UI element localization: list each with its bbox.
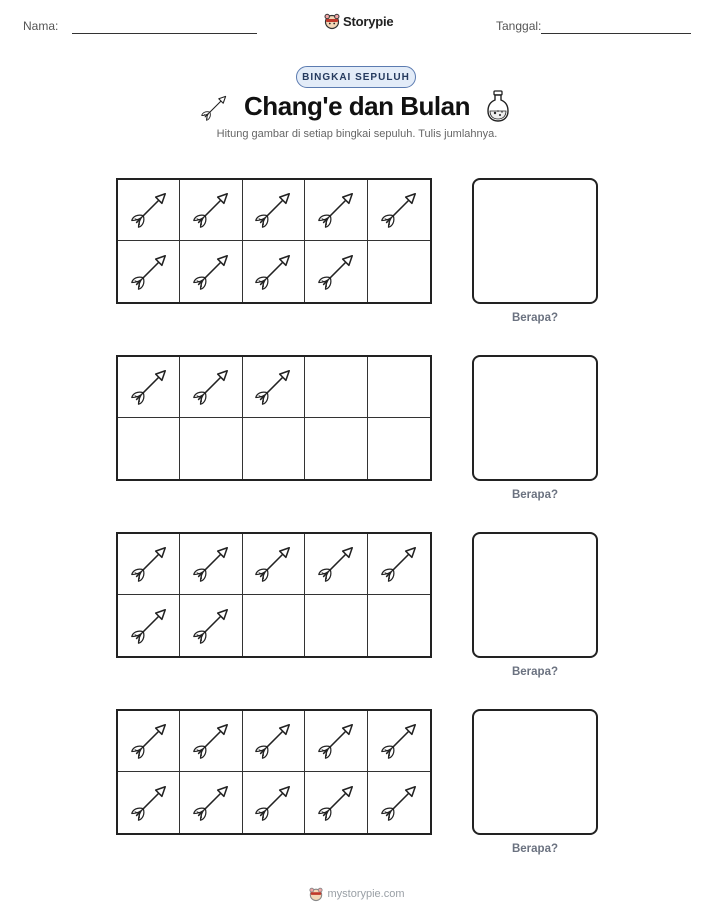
arrow-icon [378,720,420,762]
ten-frame-cell [305,357,367,418]
arrow-icon [252,720,294,762]
arrow-icon [128,366,170,408]
ten-frame-cell [305,772,367,833]
arrow-icon [190,605,232,647]
ten-frame [116,178,432,304]
storypie-logo-icon [309,886,323,902]
category-badge: BINGKAI SEPULUH [296,66,416,88]
arrow-icon [190,543,232,585]
arrow-icon [190,782,232,824]
arrow-icon [128,189,170,231]
name-line[interactable] [72,33,257,34]
ten-frame-cell [180,241,242,302]
ten-frame-cell [118,241,180,302]
arrow-icon [252,189,294,231]
answer-box[interactable] [472,178,598,304]
arrow-icon [315,782,357,824]
ten-frame-cell [368,357,430,418]
ten-frame-cell [180,418,242,479]
ten-frame-cell [180,772,242,833]
name-label: Nama: [23,19,59,33]
answer-box[interactable] [472,532,598,658]
ten-frame-cell [118,772,180,833]
ten-frame-cell [118,418,180,479]
brand-name: Storypie [343,13,394,29]
arrow-icon [378,543,420,585]
ten-frame-cell [180,711,242,772]
ten-frame-cell [368,180,430,241]
footer-url: mystorypie.com [327,888,405,900]
ten-frame-cell [368,418,430,479]
ten-frame [116,355,432,481]
potion-bottle-icon [486,90,510,122]
ten-frame-cell [118,357,180,418]
arrow-icon [190,189,232,231]
ten-frame-cell [243,241,305,302]
arrow-icon [315,720,357,762]
answer-label: Berapa? [511,312,559,324]
answer-label: Berapa? [511,489,559,501]
arrow-icon [378,189,420,231]
answer-box[interactable] [472,355,598,481]
ten-frame-cell [368,711,430,772]
date-label: Tanggal: [496,19,542,33]
arrow-icon [128,543,170,585]
ten-frame-cell [118,180,180,241]
arrow-icon [252,782,294,824]
ten-frame-cell [305,180,367,241]
ten-frame-cell [180,595,242,656]
arrow-icon [315,543,357,585]
arrow-icon [315,251,357,293]
storypie-logo-icon [324,12,340,30]
arrow-icon [252,251,294,293]
footer [0,886,714,902]
answer-box[interactable] [472,709,598,835]
arrow-icon [128,251,170,293]
ten-frame-cell [368,772,430,833]
arrow-icon [190,251,232,293]
arrow-icon [190,720,232,762]
ten-frame-cell [243,772,305,833]
ten-frame-cell [180,357,242,418]
ten-frame-cell [243,180,305,241]
page-title: Chang'e dan Bulan [244,91,470,121]
ten-frame-cell [118,711,180,772]
arrow-icon [128,720,170,762]
ten-frame [116,709,432,835]
ten-frame-cell [368,595,430,656]
arrow-icon [252,543,294,585]
arrow-icon [190,366,232,408]
ten-frame-cell [243,534,305,595]
answer-label: Berapa? [511,843,559,855]
ten-frame-cell [180,534,242,595]
ten-frame-cell [243,418,305,479]
answer-label: Berapa? [511,666,559,678]
ten-frame-cell [305,241,367,302]
date-line[interactable] [541,33,691,34]
arrow-icon [252,366,294,408]
ten-frame [116,532,432,658]
ten-frame-cell [305,418,367,479]
instructions: Hitung gambar di setiap bingkai sepuluh. Tulis jumlahnya. [216,128,498,140]
ten-frame-cell [243,711,305,772]
ten-frame-cell [368,534,430,595]
ten-frame-cell [118,534,180,595]
arrow-icon [378,782,420,824]
ten-frame-cell [305,595,367,656]
ten-frame-cell [180,180,242,241]
ten-frame-cell [243,595,305,656]
arrow-icon [128,782,170,824]
ten-frame-cell [118,595,180,656]
ten-frame-cell [305,534,367,595]
ten-frame-cell [243,357,305,418]
ten-frame-cell [368,241,430,302]
arrow-icon [315,189,357,231]
arrow-icon [128,605,170,647]
brand [324,12,393,30]
ten-frame-cell [305,711,367,772]
